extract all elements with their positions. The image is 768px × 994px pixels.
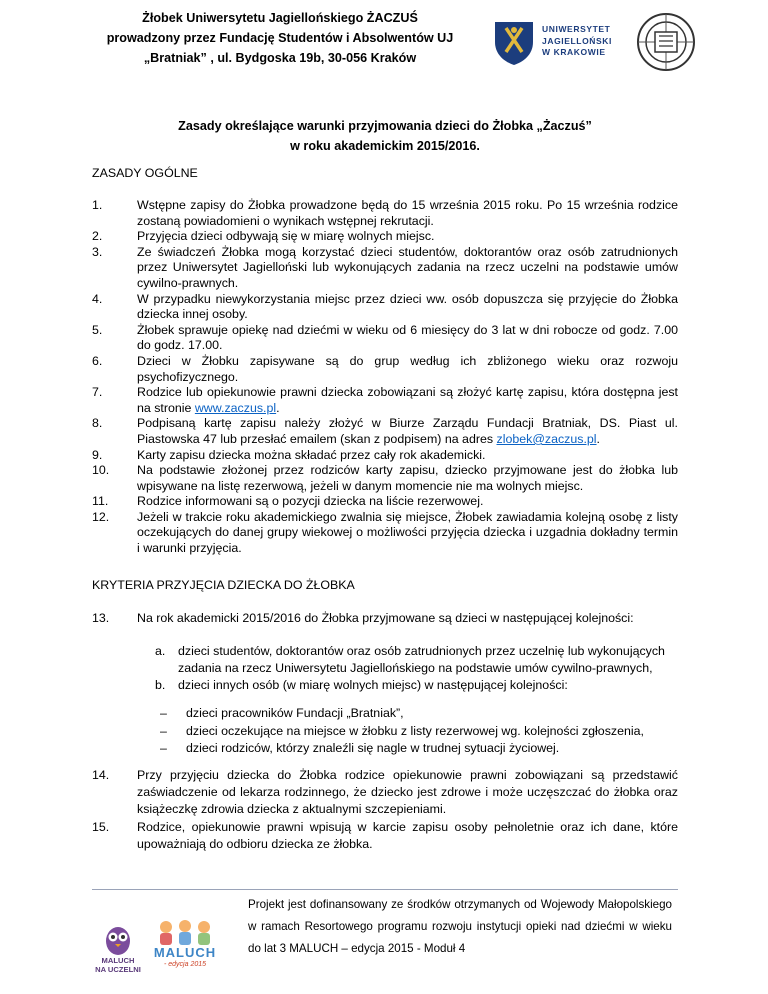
owl-icon — [94, 922, 142, 956]
priority-dash-list — [160, 705, 680, 758]
dash-bullet: – — [160, 741, 167, 756]
header-line2: prowadzony przez Fundację Studentów i Absolwentów UJ — [106, 31, 454, 45]
dash-text: dzieci pracowników Fundacji „Bratniak”, — [186, 706, 404, 720]
item-number: 6. — [92, 353, 103, 368]
list-item — [92, 494, 678, 510]
sublist-item — [155, 677, 675, 694]
list-item — [92, 611, 678, 627]
item-number: 15. — [92, 819, 110, 834]
dash-bullet: – — [160, 706, 167, 720]
item-text: Na rok akademicki 2015/2016 do Żłobka przyjmowane są dzieci w następującej kolejności: — [137, 611, 634, 625]
item-number: 3. — [92, 244, 103, 259]
list-item — [92, 245, 678, 292]
sublist-item — [155, 643, 675, 677]
children-illustration-icon — [152, 918, 218, 946]
item-number: 7. — [92, 385, 103, 400]
item-number: 13. — [92, 611, 110, 625]
item-text: Przy przyjęciu dziecka do Żłobka rodzice opiekunowie prawni zobowiązani są przedstawić zaświadczenie od lekarza rodzinnego, że dziecko jest zdrowe i może uczęszczać do żłobka oraz książeczkę zdrowia dziecka z aktualnymi szczepieniami. — [137, 768, 678, 817]
list-item — [92, 198, 678, 229]
list-item — [92, 416, 678, 447]
item-number: 1. — [92, 198, 103, 212]
list-item — [92, 448, 678, 464]
bratniak-logo — [633, 10, 699, 74]
dash-item — [160, 740, 680, 758]
item-text-end: . — [276, 400, 280, 415]
item-number: 5. — [92, 322, 103, 337]
item-number: 14. — [92, 768, 110, 782]
bratniak-emblem-icon — [633, 10, 699, 74]
section-heading-general: ZASADY OGÓLNE — [92, 166, 198, 180]
uj-logo — [492, 18, 612, 66]
header-line1: Żłobek Uniwersytetu Jagiellońskiego ŻACZUŚ — [142, 11, 418, 25]
criteria-sublist — [155, 643, 675, 694]
item-text: Rodzice, opiekunowie prawni wpisują w karcie zapisu osoby pełnoletnie oraz ich dane, które upoważniają do odbioru dziecka ze żłobka. — [137, 819, 678, 851]
sublist-letter: a. — [155, 644, 166, 658]
maluch-edycja-logo — [152, 918, 218, 974]
dash-bullet: – — [160, 723, 167, 738]
list-item — [92, 767, 678, 819]
item-number: 12. — [92, 509, 110, 524]
item-text: Na podstawie złożonej przez rodziców karty zapisu, dziecko przyjmowane jest do żłobka lub wpisywane na listę rezerwową, jeżeli w danym momencie nie ma wolnych miejsc. — [137, 463, 678, 493]
email-link[interactable]: zlobek@zaczus.pl — [496, 431, 597, 446]
item-text-body: Rodzice lub opiekunowie prawni dziecka zobowiązani są złożyć kartę zapisu, która dostępna jest na stronie — [137, 385, 678, 415]
logo2-title: MALUCH — [153, 945, 217, 960]
item-text: W przypadku niewykorzystania miejsc przez dzieci ww. osób dopuszcza się przyjęcie do Żłobka dziecka innej osoby. — [137, 291, 678, 322]
item-number: 8. — [92, 416, 103, 431]
uj-logo-line3: W KRAKOWIE — [542, 47, 606, 57]
criteria-rule-13 — [92, 611, 678, 627]
item-text-end: . — [596, 431, 600, 446]
item-text: Rodzice informowani są o pozycji dziecka na liście rezerwowej. — [137, 494, 484, 509]
funding-note: Projekt jest dofinansowany ze środków otrzymanych od Wojewody Małopolskiego w ramach Resortowego programu rozwoju instytucji opieki nad dziećmi w wieku do lat 3 MALUCH – edycja 2015 - Moduł 4 — [248, 898, 672, 955]
list-item — [92, 229, 678, 245]
dash-item — [160, 705, 680, 723]
item-text: Jeżeli w trakcie roku akademickiego zwalnia się miejsce, Żłobek zawiadamia kolejną osobę z listy oczekujących do danej grupy wiekowej o możliwości przyjęcia dziecka i uzgadnia dokładny termin i warunki przyjęcia. — [137, 509, 678, 556]
title-line1: Zasady określające warunki przyjmowania dzieci do Żłobka „Żaczuś” — [178, 119, 592, 133]
website-link[interactable]: www.zaczus.pl — [194, 400, 277, 415]
item-text: Dzieci w Żłobku zapisywane są do grup według ich zbliżonego wieku oraz rozwoju psychofizycznego. — [137, 353, 678, 384]
sublist-text: dzieci studentów, doktorantów oraz osób zatrudnionych przez uczelnię lub wykonujących zadania na rzecz Uniwersytetu Jagiellońskiego na podstawie umów cywilno-prawnych, — [178, 644, 665, 675]
item-text: Żłobek sprawuje opiekę nad dziećmi w wieku od 6 miesięcy do 3 lat w dni robocze od godz. 7.00 do godz. 17.00. — [137, 322, 678, 353]
logo2-subtitle: - edycja 2015 — [163, 961, 207, 968]
sublist-text: dzieci innych osób (w miarę wolnych miejsc) w następującej kolejności: — [178, 678, 568, 692]
list-item — [92, 323, 678, 354]
item-text: Wstępne zapisy do Żłobka prowadzone będą do 15 września 2015 roku. Po 15 września rodzice zostaną powiadomieni o wynikach wstępnej rekrutacji. — [137, 198, 678, 228]
logo1-line1: MALUCH — [101, 956, 135, 965]
list-item — [92, 510, 678, 557]
criteria-rules-14-15 — [92, 767, 678, 853]
item-number: 11. — [92, 494, 109, 509]
list-item — [92, 354, 678, 385]
item-text: Karty zapisu dziecka można składać przez cały rok akademicki. — [137, 447, 486, 462]
item-text — [137, 385, 678, 416]
uj-logo-line1: UNIWERSYTET — [542, 24, 611, 34]
item-number: 9. — [92, 447, 103, 462]
item-text: Przyjęcia dzieci odbywają się w miarę wolnych miejsc. — [137, 229, 435, 244]
list-item — [92, 819, 678, 853]
dash-text: dzieci rodziców, którzy znaleźli się nagle w trudnej sytuacji życiowej. — [186, 741, 560, 756]
general-rules-list — [92, 198, 678, 557]
section-heading-criteria: KRYTERIA PRZYJĘCIA DZIECKA DO ŻŁOBKA — [92, 578, 355, 592]
list-item — [92, 463, 678, 494]
dash-item — [160, 723, 680, 741]
maluch-na-uczelni-logo — [94, 922, 142, 984]
item-number: 10. — [92, 463, 110, 478]
item-text-body: Podpisaną kartę zapisu należy złożyć w Biurze Zarządu Fundacji Bratniak, DS. Piast ul. Piastowska 47 lub przesłać emailem (skan z podpisem) na adres — [137, 416, 678, 446]
logo1-line2: NA UCZELNI — [95, 965, 141, 974]
title-line2: w roku akademickim 2015/2016. — [290, 139, 480, 153]
header-line3: „Bratniak” , ul. Bydgoska 19b, 30-056 Kraków — [143, 51, 417, 65]
uj-logo-line2: JAGIELLOŃSKI — [542, 35, 613, 46]
uj-crest-icon — [492, 18, 536, 66]
item-text — [137, 416, 678, 447]
list-item — [92, 292, 678, 323]
item-text: Ze świadczeń Żłobka mogą korzystać dzieci studentów, doktorantów oraz osób zatrudnionych przez Uniwersytet Jagielloński lub wykonujących zadania na rzecz uczelni na podstawie umów cywilno-prawnych. — [137, 244, 678, 290]
footer-divider — [92, 889, 678, 890]
list-item — [92, 385, 678, 416]
dash-text: dzieci oczekujące na miejsce w żłobku z listy rezerwowej wg. kolejności zgłoszenia, — [186, 723, 644, 738]
sublist-letter: b. — [155, 678, 166, 692]
document-title — [90, 116, 680, 156]
item-number: 4. — [92, 291, 103, 306]
header-institution — [70, 8, 490, 68]
item-number: 2. — [92, 229, 103, 244]
